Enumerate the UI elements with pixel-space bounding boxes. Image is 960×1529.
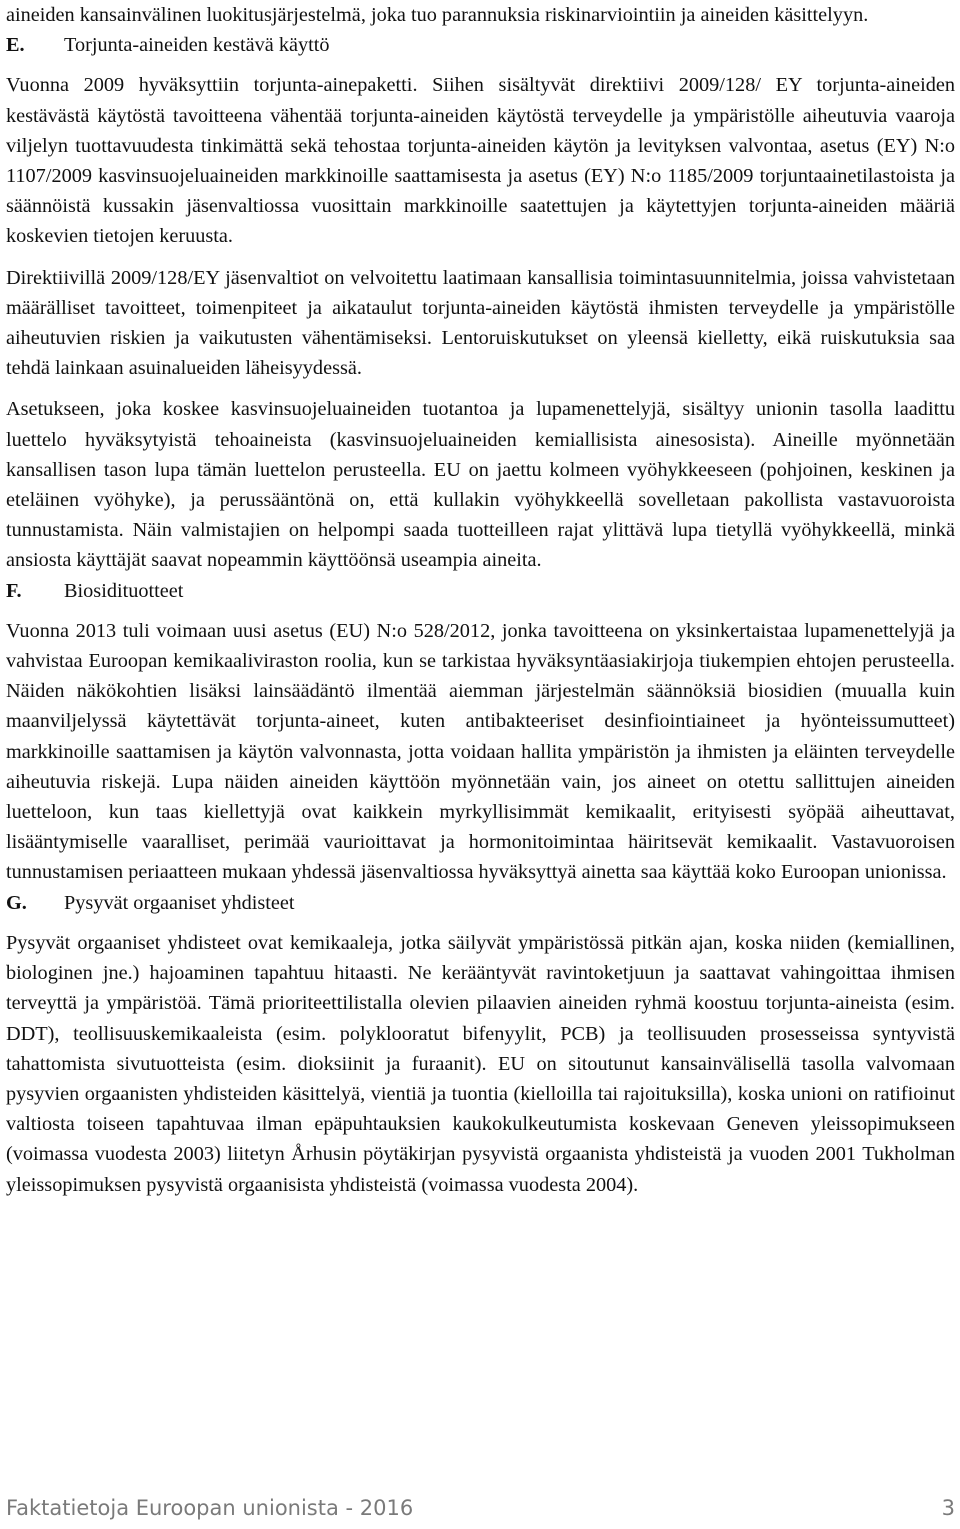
section-g-title: Pysyvät orgaaniset yhdisteet xyxy=(64,891,295,914)
section-g-heading xyxy=(6,888,955,918)
page-number: 3 xyxy=(941,1496,955,1520)
section-e-letter: E. xyxy=(6,34,25,57)
section-f-heading xyxy=(6,576,955,606)
section-e-paragraph-3: Asetukseen, joka koskee kasvinsuojeluaineiden tuotantoa ja lupamenettelyjä, sisältyy unionin tasolla laadittu luettelo hyväksytyistä tehoaineista (kasvinsuojeluaineiden kemiallisista ainesosista). Aineille myönnetään kansallisen tason lupa tämän luettelon perusteella. EU on jaettu kolmeen vyöhykkeeseen (pohjoinen, keskinen ja eteläinen vyöhyke), ja perussääntönä on, että kullakin vyöhykkeellä sovelletaan pakollista vastavuoroista tunnustamista. Näin valmistajien on helpompi saada tuotteilleen rajat ylittävä lupa tietyllä vyöhykkeellä, minkä ansiosta käyttäjät saavat nopeammin käyttöönsä useampia aineita. xyxy=(6,398,955,572)
section-e-heading xyxy=(6,30,955,60)
page-footer xyxy=(6,1496,955,1526)
document-page xyxy=(6,0,955,1200)
section-f-title: Biosidituotteet xyxy=(64,579,184,602)
section-e-title: Torjunta-aineiden kestävä käyttö xyxy=(64,34,330,57)
section-f-paragraph-1: Vuonna 2013 tuli voimaan uusi asetus (EU) N:o 528/2012, jonka tavoitteena on yksinkertaistaa lupamenettelyjä ja vahvistaa Euroopan kemikaaliviraston roolia, kun se tarkistaa hyväksyntäasiakirjoja tiukempien ehtojen perusteella. Näiden näkökohtien lisäksi lainsäädäntö ilmentää aiemman järjestelmän säännöksiä biosidien (muualla kuin maanviljelyssä käytettävät torjunta-aineet, kuten antibakteeriset desinfiointiaineet ja hyönteissumutteet) markkinoille saattamisen ja käytön valvonnasta, jotta voidaan hallita ympäristön ja ihmisten ja eläinten terveydelle aiheutuvia riskejä. Lupa näiden aineiden käyttöön myönnetään vain, jos aineet on otettu sallittujen aineiden luetteloon, kun taas kiellettyjä ovat kaikkein myrkyllisimmät kemikaalit, erityisesti syöpää aiheuttavat, lisääntymiselle vaaralliset, perimää vaurioittavat ja hormonitoimintaa häiritsevät kemikaalit. Vastavuoroisen tunnustamisen periaatteen mukaan yhdessä jäsenvaltiossa hyväksyttyä ainetta saa käyttää koko Euroopan unionissa. xyxy=(6,619,955,884)
section-g-letter: G. xyxy=(6,891,27,914)
section-f-letter: F. xyxy=(6,579,22,602)
intro-paragraph: aineiden kansainvälinen luokitusjärjestelmä, joka tuo parannuksia riskinarviointiin ja aineiden käsittelyyn. xyxy=(6,4,869,26)
footer-title: Faktatietoja Euroopan unionista - 2016 xyxy=(6,1496,414,1520)
section-g-paragraph-1: Pysyvät orgaaniset yhdisteet ovat kemikaaleja, jotka säilyvät ympäristössä pitkän ajan, koska niiden (kemiallinen, biologinen jne.) hajoaminen tapahtuu hitaasti. Ne kerääntyvät ravintoketjuun ja saattavat vahingoittaa ihmisen terveyttä ja ympäristöä. Tämä prioriteettilistalla olevien pilaavien aineiden ryhmä koostuu torjunta-aineista (esim. DDT), teollisuuskemikaaleista (esim. polyklooratut bifenyylit, PCB) ja teollisuuden prosesseissa syntyvistä tahattomista sivutuotteista (esim. dioksiinit ja furaanit). EU on sitoutunut kansainvälisellä tasolla valvomaan pysyvien orgaanisten yhdisteiden käsittelyä, vientiä ja tuontia (kielloilla tai rajoituksilla), koska unioni on ratifioinut valtiosta toiseen tapahtuvaa ilman epäpuhtauksien kaukokulkeutumista koskevaan Geneven yleissopimukseen (voimassa vuodesta 2003) liitetyn Århusin pöytäkirjan pysyvistä orgaanista yhdisteistä ja vuoden 2001 Tukholman yleissopimuksen pysyvistä orgaanisista yhdisteistä (voimassa vuodesta 2004). xyxy=(6,931,955,1196)
section-e-paragraph-2: Direktiivillä 2009/128/EY jäsenvaltiot on velvoitettu laatimaan kansallisia toimintasuunnitelmia, joissa vahvistetaan määrälliset tavoitteet, toimenpiteet ja aikataulut torjunta-aineiden käytöstä ihmisten terveydelle ja ympäristölle aiheutuvien riskien ja vaikutusten vähentämiseksi. Lentoruiskutukset on yleensä kielletty, eikä ruiskutuksia saa tehdä lainkaan asuinalueiden läheisyydessä. xyxy=(6,266,955,380)
section-e-paragraph-1: Vuonna 2009 hyväksyttiin torjunta-ainepaketti. Siihen sisältyvät direktiivi 2009/128/ EY torjunta-aineiden kestävästä käytöstä tavoitteena vähentää torjunta-aineiden käytöstä terveydelle ja ympäristölle aiheutuvia vaaroja viljelyn tuottavuudesta tinkimättä sekä tehostaa torjunta-aineiden käytön ja levityksen valvontaa, asetus (EY) N:o 1107/2009 kasvinsuojeluaineiden markkinoille saattamisesta ja asetus (EY) N:o 1185/2009 torjuntaainetilastoista ja säännöistä kussakin jäsenvaltiossa vuosittain markkinoille saatettujen ja käytettyjen torjunta-aineiden määriä koskevien tietojen keruusta. xyxy=(6,74,955,248)
